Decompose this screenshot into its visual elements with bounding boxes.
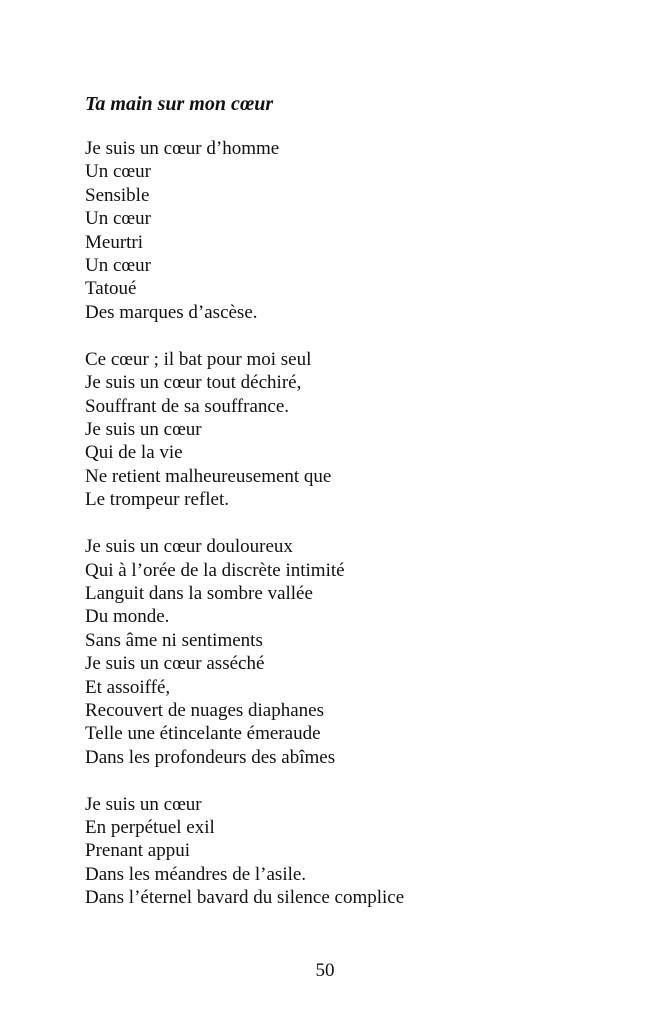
poem-line: Un cœur — [85, 208, 151, 230]
poem-line: Un cœur — [85, 161, 151, 183]
poem-line: Je suis un cœur d’homme — [85, 138, 280, 159]
poem-line: Des marques d’ascèse. — [85, 301, 258, 323]
poem-line: Je suis un cœur douloureux — [85, 536, 293, 558]
stanza-3 — [85, 535, 605, 769]
poem-line: Du monde. — [85, 606, 170, 628]
poem-line: Ne retient malheureusement que — [85, 465, 332, 487]
stanza-2 — [85, 348, 605, 512]
poem-line: Je suis un cœur — [85, 418, 202, 440]
poem-line: Sensible — [85, 184, 150, 206]
stanza-1 — [85, 137, 605, 324]
poem-line: Prenant appui — [85, 840, 191, 862]
poem-line: Dans l’éternel bavard du silence complice — [85, 887, 405, 909]
poem-line: Je suis un cœur asséché — [85, 653, 265, 675]
page-number: 50 — [315, 960, 335, 981]
poem-line: Le trompeur reflet. — [85, 489, 230, 511]
poem-line: Sans âme ni sentiments — [85, 629, 263, 651]
stanza-4 — [85, 793, 605, 910]
poem-line: Dans les profondeurs des abîmes — [85, 746, 336, 768]
poem-title: Ta main sur mon cœur — [85, 93, 274, 115]
poem-line: Meurtri — [85, 231, 144, 253]
poem-line: Je suis un cœur — [85, 793, 202, 815]
poem-body — [85, 137, 605, 933]
poem-line: Languit dans la sombre vallée — [85, 582, 313, 604]
poem-line: Qui de la vie — [85, 442, 183, 464]
poem-line: Souffrant de sa souffrance. — [85, 395, 290, 417]
poem-line: Ce cœur ; il bat pour moi seul — [85, 348, 312, 370]
poem-line: Et assoiffé, — [85, 676, 171, 698]
poem-line: Telle une étincelante émeraude — [85, 723, 321, 745]
poem-line: Je suis un cœur tout déchiré, — [85, 372, 302, 394]
poem-line: Un cœur — [85, 255, 151, 277]
poem-line: Dans les méandres de l’asile. — [85, 863, 307, 885]
poem-line: En perpétuel exil — [85, 817, 215, 839]
poem-line: Tatoué — [85, 278, 137, 300]
poem-line: Qui à l’orée de la discrète intimité — [85, 559, 345, 581]
poem-line: Recouvert de nuages diaphanes — [85, 699, 324, 721]
